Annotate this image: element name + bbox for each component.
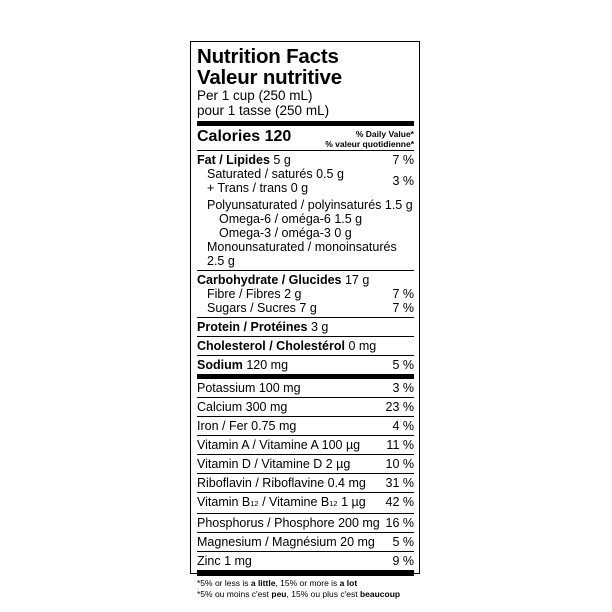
vitamin-row: Calcium 300 mg 23 %	[197, 398, 414, 417]
vitamin-mineral-list	[197, 379, 414, 571]
vitamin-row: Vitamin D / Vitamine D 2 µg 10 %	[197, 455, 414, 474]
vitamin-row: Vitamin A / Vitamine A 100 µg 11 %	[197, 436, 414, 455]
sugars-row: Sugars / Sucres 7 g 7 %	[207, 301, 414, 315]
polyunsaturated-row: Polyunsaturated / polyinsaturés 1.5 g	[207, 198, 413, 212]
saturated-row: Saturated / saturés 0.5 g	[207, 167, 344, 181]
sat-trans-dv: 3 %	[392, 174, 414, 188]
vitamin-row: Riboflavin / Riboflavine 0.4 mg 31 %	[197, 474, 414, 493]
saturated-trans-row	[197, 167, 414, 195]
footnote	[197, 576, 414, 599]
carbohydrate-block	[197, 271, 414, 318]
fibre-row: Fibre / Fibres 2 g 7 %	[207, 287, 414, 301]
cholesterol-row: Cholesterol / Cholestérol 0 mg	[197, 337, 414, 356]
calories: Calories 120	[197, 128, 292, 145]
calories-row	[197, 126, 414, 151]
serving-size-fr: pour 1 tasse (250 mL)	[197, 103, 330, 118]
serving-size-en: Per 1 cup (250 mL)	[197, 88, 313, 103]
footnote-en: *5% or less is a little, 15% or more is a lot	[197, 578, 358, 588]
title-en: Nutrition Facts	[197, 45, 339, 68]
daily-value-header: % Daily Value* % valeur quotidienne*	[325, 129, 414, 149]
protein-row: Protein / Protéines 3 g	[197, 318, 414, 337]
vitamin-row: Zinc 1 mg 9 %	[197, 552, 414, 571]
nutrition-facts-label	[190, 41, 420, 599]
sodium-row: Sodium 120 mg 5 %	[197, 358, 414, 372]
omega6-row: Omega-6 / oméga-6 1.5 g	[219, 212, 363, 226]
vitamin-b12-row: Vitamin B12 / Vitamine B12 1 µg 42 %	[197, 493, 414, 514]
title-fr: Valeur nutritive	[197, 66, 342, 89]
vitamin-row: Magnesium / Magnésium 20 mg 5 %	[197, 533, 414, 552]
vitamin-row: Iron / Fer 0.75 mg 4 %	[197, 417, 414, 436]
carbohydrate-row: Carbohydrate / Glucides 17 g	[197, 273, 370, 287]
omega3-row: Omega-3 / oméga-3 0 g	[219, 226, 352, 240]
vitamin-row: Phosphorus / Phosphore 200 mg 16 %	[197, 514, 414, 533]
footnote-fr: *5% ou moins c'est peu, 15% ou plus c'est beaucoup	[197, 588, 401, 599]
fat-row: Fat / Lipides 5 g 7 %	[197, 153, 414, 167]
fat-block	[197, 151, 414, 271]
monounsaturated-row: Monounsaturated / monoinsaturés 2.5 g	[207, 240, 397, 268]
vitamin-row: Potassium 100 mg 3 %	[197, 379, 414, 398]
trans-row: + Trans / trans 0 g	[207, 181, 309, 195]
